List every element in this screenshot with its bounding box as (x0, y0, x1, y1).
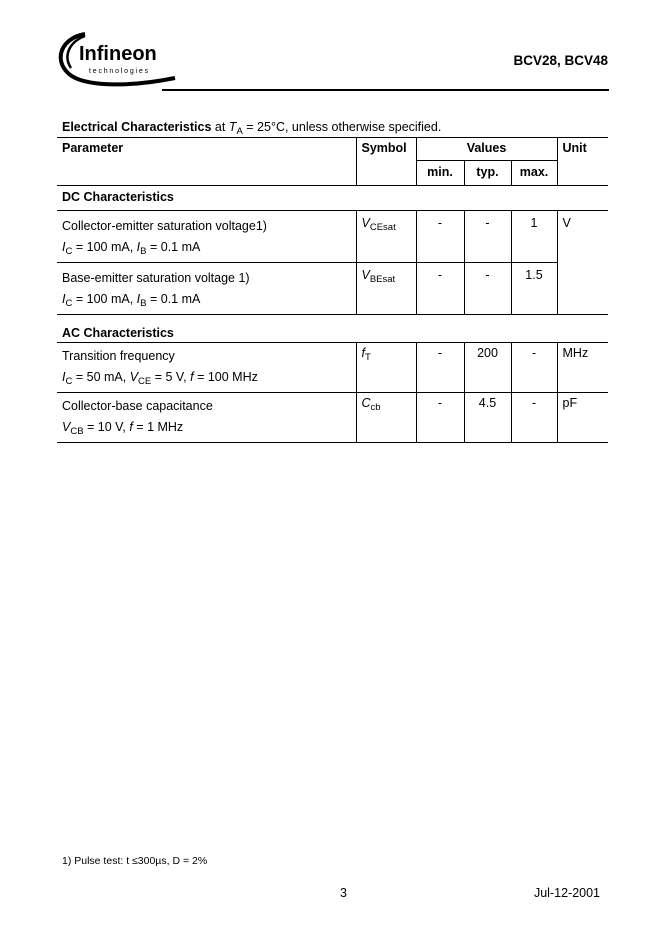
header-parameter: Parameter (62, 141, 124, 155)
logo-wordmark: Infineon (79, 43, 157, 65)
section-ac: AC Characteristics (62, 326, 174, 340)
header-rule (162, 89, 609, 91)
footnote: 1) Pulse test: t ≤300µs, D = 2% (62, 855, 208, 867)
header-symbol: Symbol (356, 138, 416, 186)
page-number: 3 (340, 886, 347, 900)
header-min: min. (416, 161, 464, 186)
header-values: Values (416, 138, 557, 161)
table-caption: Electrical Characteristics at $T_A = 25^\circ C$, unless otherwise specified. (62, 120, 442, 137)
section-dc: DC Characteristics (62, 190, 174, 204)
table-row: Collector-base capacitance $V_{CB} = 10$ V, f = 1 MHz $C_{cb}$ - 4.5 - pF (57, 393, 608, 443)
logo-subtext: technologies (89, 68, 150, 75)
table-row: Base-emitter saturation voltage 1) $I_C = 100$ mA, $I_B = 0.1$ mA $V_{BEsat}$ - - 1.5 (57, 263, 608, 315)
header-unit: Unit (557, 138, 608, 186)
electrical-characteristics-table (57, 137, 608, 443)
part-number: BCV28, BCV48 (513, 53, 608, 68)
document-date: Jul-12-2001 (533, 886, 600, 900)
infineon-logo (55, 30, 185, 92)
table-row: Collector-emitter saturation voltage1) $I_C = 100$ mA, $I_B = 0.1$ mA $V_{CEsat}$ - - 1 V (57, 211, 608, 263)
table-row: Transition frequency $I_C = 50$ mA, $V_{CE} = 5$ V, f = 100 MHz $f_T$ - 200 - MHz (57, 343, 608, 393)
header-typ: typ. (464, 161, 511, 186)
header-max: max. (511, 161, 557, 186)
